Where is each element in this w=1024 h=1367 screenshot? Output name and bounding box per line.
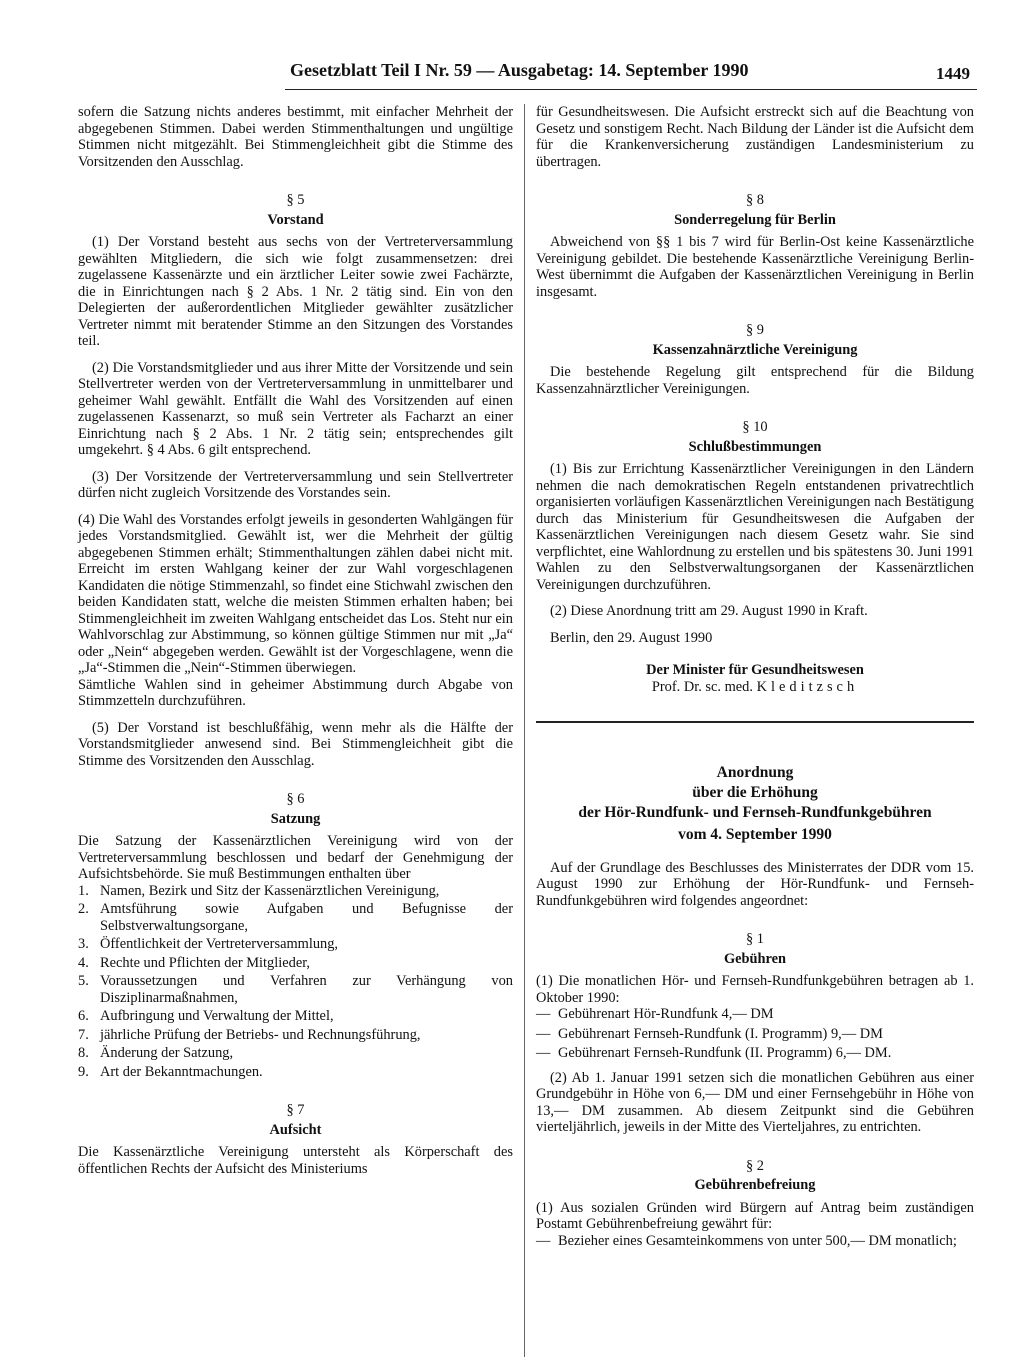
list-text: Gebührenart Hör-Rundfunk 4,— DM [558, 1006, 774, 1022]
section-rule [536, 721, 974, 723]
numbered-list [78, 883, 513, 1081]
ordinance-heading: der Hör-Rundfunk- und Fernseh-Rundfunkgebühren [578, 804, 932, 821]
section-number: § 6 [286, 791, 305, 807]
list-dash: — [536, 1232, 551, 1249]
section-heading [536, 192, 974, 228]
list-number: 2. [78, 901, 89, 917]
section-title: Gebühren [723, 950, 787, 967]
section-title: Satzung [270, 810, 321, 827]
list-text: Art der Bekanntmachungen. [100, 1063, 263, 1080]
section-heading [78, 192, 513, 228]
list-item [536, 1045, 974, 1062]
list-item [78, 883, 513, 900]
list-number: 3. [78, 936, 89, 952]
section-number: § 7 [286, 1102, 305, 1118]
paragraph: (1) Die monatlichen Hör- und Fernseh-Rundfunkgebühren betragen ab 1. Oktober 1990: [536, 973, 974, 1006]
list-number: 1. [78, 882, 89, 899]
list-item [536, 1026, 974, 1043]
paragraph: Die Kassenärztliche Vereinigung untersteht als Körperschaft des öffentlichen Rechts der Aufsicht des Ministeriums [78, 1144, 513, 1177]
list-item [78, 955, 513, 972]
section-heading [536, 419, 974, 455]
list-dash: — [536, 1045, 551, 1061]
header-rule [285, 89, 977, 90]
paragraph: (5) Der Vorstand ist beschlußfähig, wenn mehr als die Hälfte der Vorstandsmitglieder anwesend sind. Bei Stimmengleichheit gibt die Stimme des Vorsitzenden den Ausschlag. [78, 719, 513, 769]
list-number: 8. [78, 1045, 89, 1061]
signer-title: Der Minister für Gesundheitswesen [646, 662, 864, 678]
paragraph: (1) Bis zur Errichtung Kassenärztlicher Vereinigungen in den Ländern nehmen die nach demokratischen Regeln entstandenen privatrechtlich organisierten vorläufigen Kassenärztlichen Vereinigungen nach Bestätigung durch das Ministerium für Gesundheitswesen die Aufgaben der Kassenärztlichen Vereinigungen nach diesem Gesetz wahr. Sie sind verpflichtet, eine Wahlordnung zu erstellen und bis spätestens 30. Juni 1991 Wahlen zu den Selbstverwaltungsorganen der Kassenärztlichen Vereinigungen durchzuführen. [536, 461, 974, 593]
paragraph: (3) Der Vorsitzende der Vertreterversammlung und sein Stellvertreter dürfen nicht zugleich Vorsitzende des Vorstandes sein. [78, 468, 513, 501]
list-number: 9. [78, 1063, 89, 1080]
section-heading [78, 791, 513, 827]
paragraph: für Gesundheitswesen. Die Aufsicht erstreckt sich auf die Beachtung von Gesetz und sonstigem Recht. Nach Bildung der Länder ist die Aufsicht dem für die Krankenversicherung zuständigen Landesministerium zu übertragen. [536, 104, 974, 170]
section-heading [536, 322, 974, 358]
section-heading [536, 931, 974, 967]
list-text: jährliche Prüfung der Betriebs- und Rechnungsführung, [100, 1026, 421, 1043]
paragraph: (1) Der Vorstand besteht aus sechs von der Vertreterversammlung gewählten Mitgliedern, die sich wie folgt zusammensetzen: drei zugelassene Kassenärzte und ein ärztlicher Leiter sowie zwei Fachärzte, die in Einrichtungen nach § 2 Abs. 1 Nr. 2 tätig sind. Ein von den Delegierten der außerordentlichen Mitglieder gewählter zusätzlicher Vertreter nimmt mit beratender Stimme an den Sitzungen des Vorstandes teil. [78, 234, 513, 349]
dash-list [536, 1233, 974, 1250]
paragraph: (2) Diese Anordnung tritt am 29. August 1990 in Kraft. [550, 603, 868, 619]
paragraph: Die bestehende Regelung gilt entsprechend für die Bildung Kassenzahnärztlicher Vereinigungen. [536, 364, 974, 397]
section-title: Kassenzahnärztliche Vereinigung [652, 341, 858, 358]
signer-name [536, 679, 974, 696]
paragraph: (1) Aus sozialen Gründen wird Bürgern auf Antrag beim zuständigen Postamt Gebührenbefreiung gewährt für: [536, 1199, 974, 1232]
section-number: § 2 [746, 1157, 764, 1174]
signer-surname: Kleditzsch [756, 678, 859, 695]
list-item [78, 973, 513, 1006]
section-number: § 9 [746, 322, 764, 338]
place-date: Berlin, den 29. August 1990 [550, 629, 713, 646]
page-header-title: Gesetzblatt Teil I Nr. 59 — Ausgabetag: 14. September 1990 [290, 60, 749, 80]
section-number: § 10 [742, 419, 768, 435]
list-text: Aufbringung und Verwaltung der Mittel, [100, 1008, 334, 1024]
list-dash: — [536, 1006, 551, 1022]
left-column [78, 104, 513, 1177]
paragraph: Auf der Grundlage des Beschlusses des Ministerrates der DDR vom 15. August 1990 zur Erhöhung der Hör-Rundfunk- und Fernseh-Rundfunkgebühren wird folgendes angeordnet: [536, 859, 974, 909]
list-number: 6. [78, 1008, 89, 1024]
list-item [78, 901, 513, 934]
list-item [78, 936, 513, 953]
list-text: Amtsführung sowie Aufgaben und Befugnisse der Selbstverwaltungsorgane, [100, 901, 513, 934]
ordinance-heading: über die Erhöhung [692, 784, 818, 801]
ordinance-date: vom 4. September 1990 [678, 826, 832, 843]
list-text: Gebührenart Fernseh-Rundfunk (II. Programm) 6,— DM. [558, 1045, 892, 1061]
column-divider [524, 104, 525, 1357]
list-text: Rechte und Pflichten der Mitglieder, [100, 954, 311, 971]
paragraph: (4) Die Wahl des Vorstandes erfolgt jeweils in gesonderten Wahlgängen für jedes Vorstandsmitglied. Gewählt ist, wer die Mehrheit der gültig abgegebenen Stimmen erhält; Stimmenthaltungen zählen dabei nicht mit. Erreicht im ersten Wahlgang keiner der zur Wahl vorgeschlagenen Kandidaten die nötige Stimmenzahl, so findet eine Stichwahl zwischen den beiden Kandidaten statt, welche die meisten Stimmen erhalten haben; bei Stimmengleichheit im zweiten Wahlgang entscheidet das Los. Steht nur ein Wahlvorschlag zur Abstimmung, so können gültige Stimmen nur mit „Ja“ oder „Nein“ abgegeben werden. Gewählt ist der Vorgeschlagene, wenn die „Ja“-Stimmen die „Nein“-Stimmen überwiegen. [78, 511, 513, 676]
list-item [78, 1064, 513, 1081]
section-number: § 1 [746, 931, 764, 947]
paragraph: (2) Ab 1. Januar 1991 setzen sich die monatlichen Gebühren aus einer Grundgebühr in Höhe von 6,— DM und einer Fernsehgebühr in Höhe von 13,— DM zusammen. Ab diesem Zeitpunkt sind die Gebühren vierteljährlich, jeweils in der Mitte des Vierteljahres, zu entrichten. [536, 1069, 974, 1135]
list-item [536, 1006, 974, 1023]
list-text: Voraussetzungen und Verfahren zur Verhängung von Disziplinarmaßnahmen, [100, 973, 513, 1006]
paragraph: sofern die Satzung nichts anderes bestimmt, mit einfacher Mehrheit der abgegebenen Stimmen. Dabei werden Stimmenthaltungen und ungültige Stimmen nicht mitgezählt. Bei Stimmengleichheit gibt die Stimme des Vorsitzenden den Ausschlag. [78, 104, 513, 170]
paragraph: Abweichend von §§ 1 bis 7 wird für Berlin-Ost keine Kassenärztliche Vereinigung gebildet. Die bestehende Kassenärztliche Vereinigung Berlin-West übernimmt die Aufgaben der Kassenärztlichen Vereinigung in Berlin insgesamt. [536, 234, 974, 300]
list-item [78, 1045, 513, 1062]
list-text: Öffentlichkeit der Vertreterversammlung, [100, 936, 339, 952]
list-text: Gebührenart Fernseh-Rundfunk (I. Programm) 9,— DM [558, 1025, 883, 1042]
list-dash: — [536, 1025, 551, 1042]
paragraph: (2) Die Vorstandsmitglieder und aus ihrer Mitte der Vorsitzende und sein Stellvertreter werden von der Vertreterversammlung in unmittelbarer und geheimer Wahl gewählt. Entfällt die Wahl des Vorsitzenden auf einen zugelassenen Kassenarzt, so muß sein Vertreter als Facharzt an einer Einrichtung nach § 2 Abs. 1 Nr. 2 tätig sein; entsprechendes gilt umgekehrt. § 4 Abs. 6 gilt entsprechend. [78, 359, 513, 458]
ordinance-heading: Anordnung [716, 764, 794, 781]
section-title: Schlußbestimmungen [688, 438, 822, 455]
list-item [78, 1027, 513, 1044]
page-number: 1449 [936, 64, 970, 83]
section-title: Vorstand [267, 211, 324, 228]
section-number: § 8 [746, 192, 764, 208]
section-title: Sonderregelung für Berlin [674, 211, 836, 228]
list-number: 5. [78, 973, 89, 989]
dash-list [536, 1006, 974, 1062]
list-number: 7. [78, 1026, 89, 1043]
section-number: § 5 [286, 192, 305, 208]
list-text: Namen, Bezirk und Sitz der Kassenärztlichen Vereinigung, [100, 882, 440, 899]
section-title: Aufsicht [269, 1121, 322, 1138]
signer-prefix: Prof. Dr. sc. med. [651, 678, 753, 695]
section-heading [536, 1158, 974, 1194]
paragraph: Sämtliche Wahlen sind in geheimer Abstimmung durch Abgabe von Stimmzetteln durchzuführen. [78, 676, 513, 709]
section-title: Gebührenbefreiung [694, 1177, 816, 1193]
list-text: Änderung der Satzung, [100, 1045, 234, 1061]
section-heading [78, 1102, 513, 1138]
paragraph: Die Satzung der Kassenärztlichen Vereinigung wird von der Vertreterversammlung beschlossen und bedarf der Genehmigung der Aufsichtsbehörde. Sie muß Bestimmungen enthalten über [78, 833, 513, 882]
list-text: Bezieher eines Gesamteinkommens von unter 500,— DM monatlich; [558, 1232, 957, 1249]
list-item [78, 1008, 513, 1025]
list-item [536, 1233, 974, 1250]
right-column [536, 104, 974, 1257]
list-number: 4. [78, 954, 89, 971]
